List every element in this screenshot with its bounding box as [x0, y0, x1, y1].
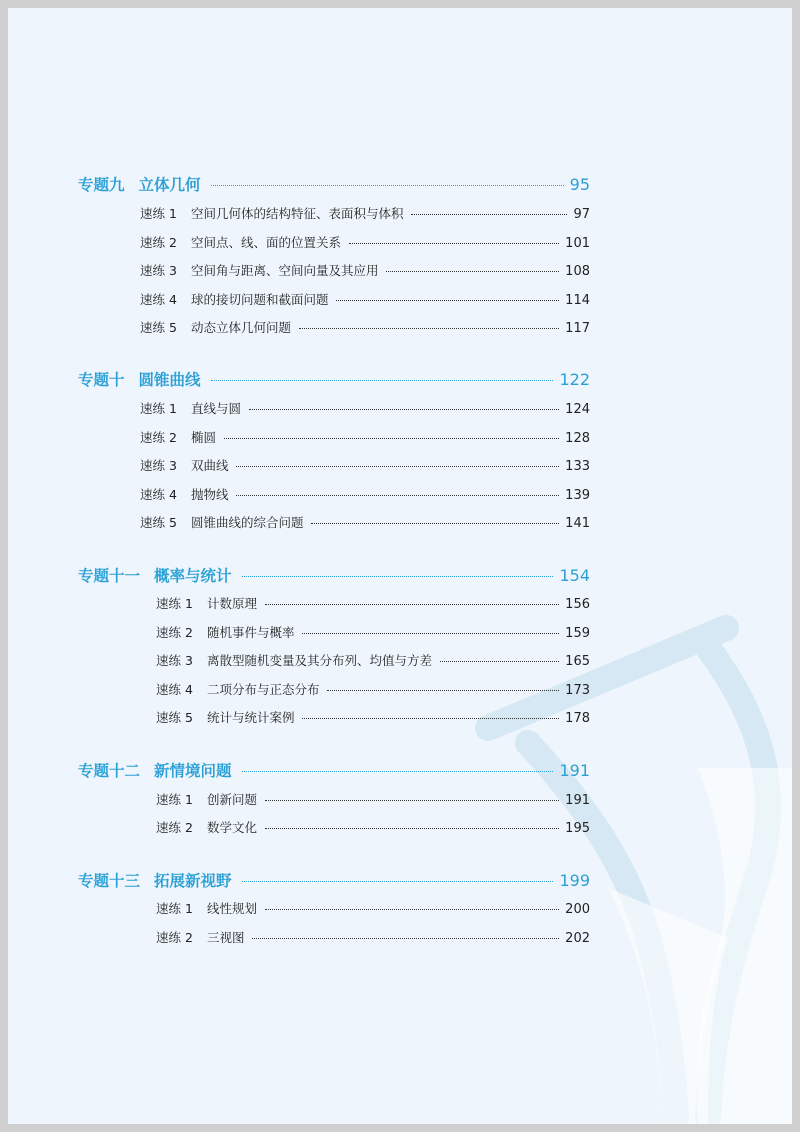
- section-row[interactable]: [156, 928, 590, 948]
- dot-leader: [265, 909, 559, 910]
- section-label: 速练 4: [156, 682, 193, 697]
- section-row[interactable]: [156, 818, 590, 838]
- section-row[interactable]: [156, 594, 590, 614]
- section-page-number: 173: [565, 683, 590, 698]
- section-row[interactable]: [140, 261, 590, 281]
- section-label: 速练 3: [140, 458, 177, 473]
- section-title: 空间点、线、面的位置关系: [190, 235, 341, 250]
- dot-leader: [327, 690, 559, 691]
- section-row[interactable]: [156, 899, 590, 919]
- chapter-number: 专题九: [78, 176, 125, 194]
- section-page-number: 178: [565, 711, 590, 726]
- section-row[interactable]: [140, 485, 590, 505]
- chapter-title: 拓展新视野: [154, 872, 232, 890]
- section-label: 速练 1: [156, 792, 193, 807]
- section-page-number: 156: [565, 597, 590, 612]
- section-page-number: 202: [565, 931, 590, 946]
- chapter-number: 专题十: [78, 371, 125, 389]
- chapter-number: 专题十三: [78, 872, 141, 890]
- chapter-row[interactable]: [78, 173, 590, 199]
- chapter-title: 立体几何: [138, 176, 201, 194]
- dot-leader: [211, 380, 554, 381]
- dot-leader: [299, 328, 559, 329]
- section-page-number: 114: [565, 293, 590, 308]
- dot-leader: [265, 604, 559, 605]
- section-label: 速练 2: [140, 235, 177, 250]
- section-title: 计数原理: [206, 596, 257, 611]
- chapter-row[interactable]: [78, 368, 590, 394]
- section-label: 速练 4: [140, 292, 177, 307]
- section-page-number: 101: [565, 236, 590, 251]
- dot-leader: [440, 661, 559, 662]
- section-title: 动态立体几何问题: [190, 320, 291, 335]
- chapter-title: 新情境问题: [154, 762, 232, 780]
- section-page-number: 97: [573, 207, 590, 222]
- section-label: 速练 2: [156, 820, 193, 835]
- section-title: 空间几何体的结构特征、表面积与体积: [190, 206, 404, 221]
- section-label: 速练 5: [156, 710, 193, 725]
- section-row[interactable]: [140, 290, 590, 310]
- section-label: 速练 2: [156, 625, 193, 640]
- section-row[interactable]: [156, 623, 590, 643]
- section-title: 随机事件与概率: [206, 625, 295, 640]
- dot-leader: [242, 771, 554, 772]
- chapter-row[interactable]: [78, 759, 590, 785]
- section-label: 速练 4: [140, 487, 177, 502]
- section-page-number: 133: [565, 459, 590, 474]
- section-title: 二项分布与正态分布: [206, 682, 320, 697]
- section-label: 速练 1: [156, 596, 193, 611]
- section-row[interactable]: [156, 651, 590, 671]
- section-label: 速练 5: [140, 320, 177, 335]
- dot-leader: [336, 300, 559, 301]
- dot-leader: [249, 409, 559, 410]
- dot-leader: [252, 938, 559, 939]
- section-page-number: 128: [565, 431, 590, 446]
- section-title: 创新问题: [206, 792, 257, 807]
- section-row[interactable]: [140, 428, 590, 448]
- section-row[interactable]: [140, 456, 590, 476]
- section-page-number: 108: [565, 264, 590, 279]
- section-label: 速练 1: [140, 206, 177, 221]
- dot-leader: [242, 881, 554, 882]
- section-row[interactable]: [156, 790, 590, 810]
- chapter-row[interactable]: [78, 869, 590, 895]
- dot-leader: [349, 243, 559, 244]
- section-row[interactable]: [140, 399, 590, 419]
- chapter-page-number: 122: [559, 370, 590, 389]
- section-title: 离散型随机变量及其分布列、均值与方差: [206, 653, 432, 668]
- section-title: 直线与圆: [190, 401, 241, 416]
- chapter-row[interactable]: [78, 564, 590, 590]
- chapter-page-number: 154: [559, 566, 590, 585]
- section-title: 线性规划: [206, 901, 257, 916]
- section-title: 椭圆: [190, 430, 216, 445]
- section-page-number: 141: [565, 516, 590, 531]
- section-label: 速练 3: [140, 263, 177, 278]
- section-label: 速练 2: [140, 430, 177, 445]
- section-row[interactable]: [140, 318, 590, 338]
- section-row[interactable]: [140, 204, 590, 224]
- section-title: 三视图: [206, 930, 245, 945]
- section-row[interactable]: [156, 680, 590, 700]
- section-row[interactable]: [140, 513, 590, 533]
- chapter-page-number: 95: [569, 175, 590, 194]
- section-title: 球的接切问题和截面问题: [190, 292, 329, 307]
- section-page-number: 200: [565, 902, 590, 917]
- section-label: 速练 1: [140, 401, 177, 416]
- chapter-title: 概率与统计: [154, 567, 232, 585]
- section-title: 抛物线: [190, 487, 229, 502]
- section-title: 空间角与距离、空间向量及其应用: [190, 263, 379, 278]
- dot-leader: [302, 718, 559, 719]
- section-title: 数学文化: [206, 820, 257, 835]
- section-row[interactable]: [140, 233, 590, 253]
- dot-leader: [265, 828, 559, 829]
- section-page-number: 139: [565, 488, 590, 503]
- dot-leader: [311, 523, 559, 524]
- dot-leader: [236, 466, 559, 467]
- section-row[interactable]: [156, 708, 590, 728]
- dot-leader: [224, 438, 559, 439]
- section-label: 速练 3: [156, 653, 193, 668]
- dot-leader: [242, 576, 554, 577]
- chapter-page-number: 191: [559, 761, 590, 780]
- dot-leader: [211, 185, 564, 186]
- section-title: 统计与统计案例: [206, 710, 295, 725]
- chapter-page-number: 199: [559, 871, 590, 890]
- chapter-title: 圆锥曲线: [138, 371, 201, 389]
- section-page-number: 159: [565, 626, 590, 641]
- section-page-number: 124: [565, 402, 590, 417]
- dot-leader: [265, 800, 559, 801]
- section-page-number: 191: [565, 793, 590, 808]
- dot-leader: [386, 271, 559, 272]
- chapter-number: 专题十一: [78, 567, 141, 585]
- section-page-number: 117: [565, 321, 590, 336]
- chapter-number: 专题十二: [78, 762, 141, 780]
- section-page-number: 165: [565, 654, 590, 669]
- section-label: 速练 2: [156, 930, 193, 945]
- section-page-number: 195: [565, 821, 590, 836]
- section-label: 速练 1: [156, 901, 193, 916]
- dot-leader: [236, 495, 559, 496]
- section-title: 圆锥曲线的综合问题: [190, 515, 304, 530]
- dot-leader: [302, 633, 559, 634]
- table-of-contents: [8, 8, 792, 1124]
- toc-page: [8, 8, 792, 1124]
- section-label: 速练 5: [140, 515, 177, 530]
- section-title: 双曲线: [190, 458, 229, 473]
- dot-leader: [411, 214, 567, 215]
